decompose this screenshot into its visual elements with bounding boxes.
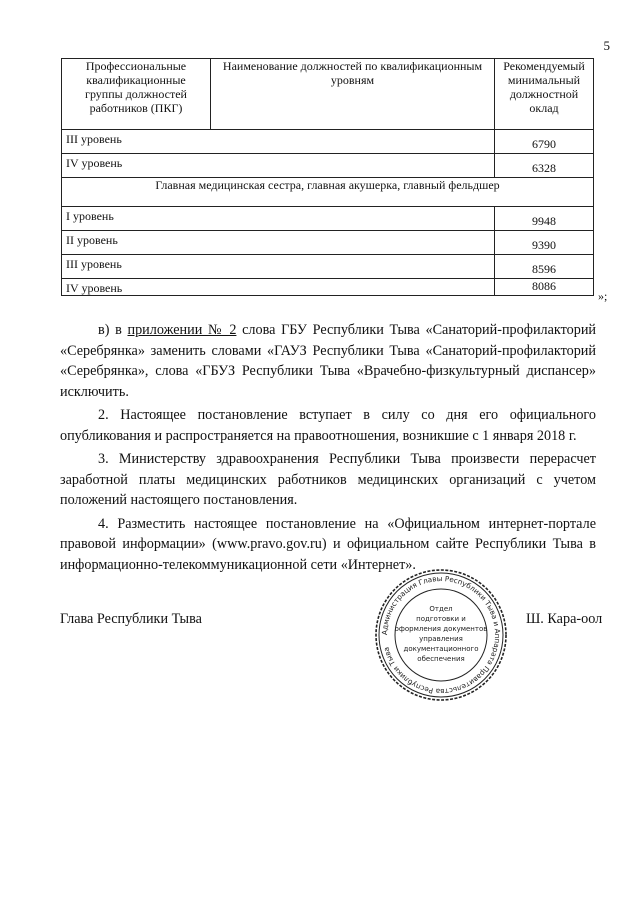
table-row <box>62 130 594 154</box>
salary-cell: 8086 <box>495 279 594 296</box>
table-row <box>62 231 594 255</box>
stamp-center-line: оформления документов <box>394 625 488 633</box>
stamp-ring-text: Администрация Главы Республики Тыва и Аппарата Правительства Республики Тыва <box>379 573 503 697</box>
salary-cell: 6328 <box>495 154 594 178</box>
level-cell: IV уровень <box>62 154 495 178</box>
salary-table <box>61 58 594 296</box>
level-cell: I уровень <box>62 207 495 231</box>
table-row <box>62 279 594 296</box>
header-positions: Наименование должностей по квалификационным уровням <box>211 59 495 130</box>
salary-cell: 6790 <box>495 130 594 154</box>
table-row <box>62 255 594 279</box>
appendix-link[interactable]: приложении № 2 <box>127 322 237 338</box>
stamp-center-line: подготовки и <box>416 615 466 623</box>
signature-title: Глава Республики Тыва <box>60 611 202 627</box>
paragraph-v-rest: слова ГБУ Республики Тыва «Санаторий-профилакторий «Серебрянка» заменить словами «ГАУЗ Республики Тыва «Санаторий-профилакторий «Серебрянка», слова «ГБУЗ Республики Тыва «Врачебно-физкультурный диспансер» исключить. <box>60 322 597 400</box>
table-row <box>62 207 594 231</box>
salary-cell: 9948 <box>495 207 594 231</box>
body-text <box>60 320 596 578</box>
section-row <box>62 178 594 207</box>
table-row <box>62 154 594 178</box>
paragraph-4: 4. Разместить настоящее постановление на «Официальном интернет-портале правовой информации» (www.pravo.gov.ru) и официальном сайте Республики Тыва в информационно-телекоммуникационной сети «Интернет». <box>60 515 596 573</box>
stamp-center-line: Отдел <box>429 605 453 613</box>
header-pkg: Профессиональные квалификационные группы должностей работников (ПКГ) <box>62 59 211 130</box>
section-title: Главная медицинская сестра, главная акушерка, главный фельдшер <box>62 178 594 207</box>
header-salary: Рекомендуемый минимальный должностной оклад <box>495 59 594 130</box>
closing-quote: »; <box>598 289 608 303</box>
stamp-center-line: документационного <box>403 645 479 653</box>
paragraph-3: 3. Министерству здравоохранения Республики Тыва произвести перерасчет заработной платы медицинских работников медицинских организаций с учетом положений настоящего постановления. <box>60 451 596 508</box>
signature-name: Ш. Кара-оол <box>526 611 603 627</box>
table-header-row <box>62 59 594 130</box>
page-number: 5 <box>603 38 610 53</box>
level-cell: II уровень <box>62 231 495 255</box>
paragraph-v <box>60 320 596 402</box>
level-cell: III уровень <box>62 130 495 154</box>
salary-cell: 8596 <box>495 255 594 279</box>
level-cell: IV уровень <box>62 279 495 296</box>
official-stamp <box>373 567 509 703</box>
paragraph-v-prefix: в) в <box>98 322 128 338</box>
stamp-center-line: управления <box>419 635 463 643</box>
paragraph-2: 2. Настоящее постановление вступает в силу со дня его официального опубликования и распространяется на правоотношения, возникшие с 1 января 2018 г. <box>60 407 596 444</box>
salary-cell: 9390 <box>495 231 594 255</box>
stamp-center-line: обеспечения <box>417 655 465 663</box>
level-cell: III уровень <box>62 255 495 279</box>
